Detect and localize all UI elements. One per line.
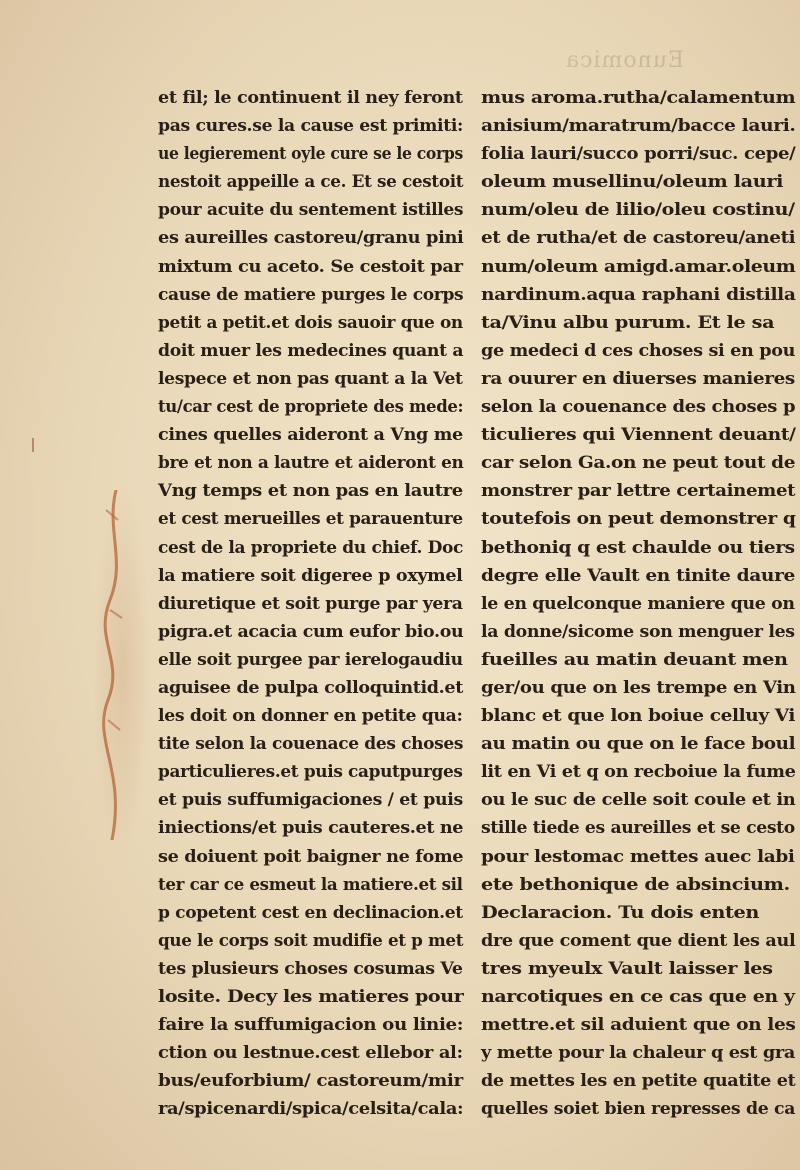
left-column-line: ra/spicenardi/spica/celsita/cala:	[158, 1099, 464, 1120]
right-column-line: monstrer par lettre certainemet	[481, 481, 796, 502]
left-column-line: nestoit appeille a ce. Et se cestoit	[158, 172, 464, 193]
right-column-line: ou le suc de celle soit coule et in	[481, 790, 796, 811]
right-column-line: ra ouurer en diuerses manieres	[481, 368, 795, 389]
left-column-line: tu/car cest de propriete des mede:	[158, 397, 464, 418]
left-column-line: pour acuite du sentement istilles	[158, 200, 464, 221]
left-column-line: et fil; le continuent il ney feront	[158, 88, 463, 108]
right-column-line: narcotiques en ce cas que en y	[481, 987, 795, 1007]
left-column-line: p copetent cest en declinacion.et	[158, 902, 463, 923]
left-column-line: doit muer les medecines quant a	[158, 340, 464, 361]
right-column-line: mus aroma.rutha/calamentum	[481, 88, 796, 108]
right-column-line: ger/ou que on les trempe en Vin	[481, 677, 796, 698]
left-column-line: bus/euforbium/ castoreum/mir	[158, 1071, 463, 1092]
right-column-line: bethoniq q est chaulde ou tiers	[481, 537, 795, 558]
left-column-line: losite. Decy les matieres pour	[158, 987, 464, 1007]
left-column-line: les doit on donner en petite qua:	[158, 706, 463, 727]
left-column-line: cines quelles aideront a Vng me	[158, 425, 463, 446]
right-column-line: de mettes les en petite quatite et	[481, 1071, 796, 1092]
left-column-line: que le corps soit mudifie et p met	[158, 930, 464, 951]
right-column-line: y mette pour la chaleur q est gra	[481, 1043, 796, 1064]
left-column-line: Vng temps et non pas en lautre	[158, 481, 463, 502]
right-column-line: selon la couenance des choses p	[481, 397, 796, 418]
right-column-line: au matin ou que on le face boul	[481, 734, 796, 755]
left-column-line: cest de la propriete du chief. Doc	[158, 537, 464, 558]
left-column-line: particulieres.et puis caputpurges	[158, 762, 463, 783]
margin-tick-mark	[32, 438, 34, 452]
left-column-line: diuretique et soit purge par yera	[158, 593, 463, 614]
right-column-line: fueilles au matin deuant men	[481, 649, 788, 670]
right-column-line: anisium/maratrum/bacce lauri.	[481, 116, 796, 137]
right-column-line: pour lestomac mettes auec labi	[481, 846, 795, 867]
right-column-line: ta/Vinu albu purum. Et le sa	[481, 312, 775, 333]
left-column-line: pas cures.se la cause est primiti:	[158, 116, 464, 137]
left-column-line: tes plusieurs choses cosumas Ve	[158, 958, 463, 979]
left-column-line: ue legierement oyle cure se le corps	[158, 144, 463, 165]
left-column-line: pigra.et acacia cum eufor bio.ou	[158, 621, 464, 642]
right-column-line: ticulieres qui Viennent deuant/	[481, 425, 796, 446]
left-column-line: elle soit purgee par ierelogaudiu	[158, 649, 463, 670]
right-column-line: ge medeci d ces choses si en pou	[481, 340, 796, 361]
right-column-line: mettre.et sil aduient que on les	[481, 1015, 796, 1036]
right-column-line: nardinum.aqua raphani distilla	[481, 284, 796, 305]
left-column-line: et cest merueilles et parauenture	[158, 509, 463, 530]
bleed-through-text: Eunomica	[565, 48, 684, 73]
right-column-line: la donne/sicome son menguer les	[481, 621, 795, 642]
right-column-line: num/oleu de lilio/oleu costinu/	[481, 200, 795, 221]
left-column-line: bre et non a lautre et aideront en	[158, 453, 464, 474]
left-column-line: ter car ce esmeut la matiere.et sil	[158, 874, 463, 895]
left-column-line: aguisee de pulpa colloquintid.et	[158, 677, 463, 698]
left-column-line: lespece et non pas quant a la Vet	[158, 368, 463, 389]
left-column-line: faire la suffumigacion ou linie:	[158, 1015, 464, 1036]
left-column-line: petit a petit.et dois sauoir que on	[158, 312, 463, 333]
right-column-line: tres myeulx Vault laisser les	[481, 958, 773, 979]
margin-annotation-line	[96, 490, 136, 840]
left-column-line: es aureilles castoreu/granu pini	[158, 228, 464, 249]
right-column-line: toutefois on peut demonstrer q	[481, 509, 796, 530]
right-column-line: quelles soiet bien represses de ca	[481, 1099, 796, 1120]
left-column-line: la matiere soit digeree p oxymel	[158, 565, 463, 586]
left-column-line: mixtum cu aceto. Se cestoit par	[158, 256, 463, 277]
left-column-line: ction ou lestnue.cest ellebor al:	[158, 1043, 463, 1064]
right-column-line: stille tiede es aureilles et se cesto	[481, 818, 795, 839]
right-column-line: lit en Vi et q on recboiue la fume	[481, 762, 796, 783]
right-column-line: Declaracion. Tu dois enten	[481, 902, 759, 923]
left-column-line: tite selon la couenace des choses	[158, 734, 464, 755]
left-column-line: cause de matiere purges le corps	[158, 284, 464, 305]
right-column-line: le en quelconque maniere que on	[481, 593, 795, 614]
right-column-line: num/oleum amigd.amar.oleum	[481, 256, 796, 277]
right-column-line: et de rutha/et de castoreu/aneti	[481, 228, 796, 249]
left-text-column	[158, 84, 463, 1123]
left-column-line: iniections/et puis cauteres.et ne	[158, 818, 464, 839]
left-column-line: et puis suffumigaciones / et puis	[158, 790, 463, 811]
right-column-line: car selon Ga.on ne peut tout de	[481, 453, 796, 474]
right-column-line: folia lauri/succo porri/suc. cepe/	[481, 144, 796, 165]
left-column-line: se doiuent poit baigner ne fome	[158, 846, 464, 867]
right-column-line: oleum musellinu/oleum lauri	[481, 172, 783, 193]
right-column-line: ete bethonique de absincium.	[481, 874, 790, 895]
right-column-line: dre que coment que dient les aul	[481, 930, 796, 951]
right-text-column	[481, 84, 799, 1123]
right-column-line: blanc et que lon boiue celluy Vi	[481, 706, 796, 727]
right-column-line: degre elle Vault en tinite daure	[481, 565, 795, 586]
